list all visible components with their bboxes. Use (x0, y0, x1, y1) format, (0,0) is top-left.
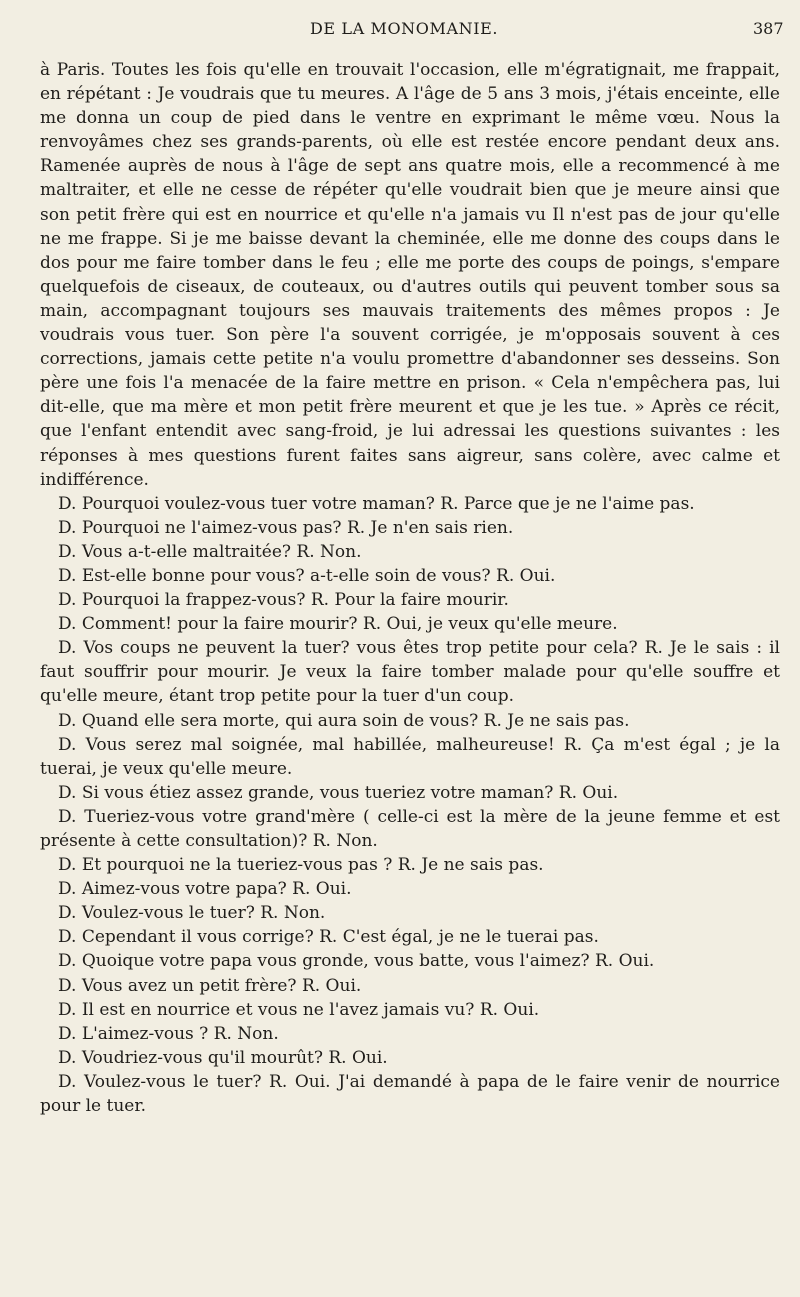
dialogue-line: D. Pourquoi la frappez-vous? R. Pour la faire mourir. (58, 590, 509, 611)
dialogue-line: D. Vos coups ne peuvent la tuer? vous êtes trop petite pour cela? R. Je le sais : il faut souffrir pour mourir. Je veux la faire tomber malade pour qu'elle souffre et qu'elle meure, étant trop petite pour la tuer d'un coup. (40, 638, 780, 707)
dialogue-line: D. Vous avez un petit frère? R. Oui. (58, 975, 362, 996)
dialogue-line: D. Tueriez-vous votre grand'mère ( celle-ci est la mère de la jeune femme et est présente à cette consultation)? R. Non. (40, 806, 780, 851)
dialogue-line: D. Cependant il vous corrige? R. C'est égal, je ne le tuerai pas. (58, 927, 599, 948)
dialogue-line: D. Il est en nourrice et vous ne l'avez jamais vu? R. Oui. (58, 999, 540, 1020)
page-body (40, 58, 780, 1118)
dialogue-line: D. Pourquoi ne l'aimez-vous pas? R. Je n'en sais rien. (58, 517, 514, 538)
running-title: DE LA MONOMANIE. (310, 19, 499, 38)
dialogue-line: D. Comment! pour la faire mourir? R. Oui, je veux qu'elle meure. (58, 614, 618, 635)
dialogue-line: D. Est-elle bonne pour vous? a-t-elle soin de vous? R. Oui. (58, 565, 556, 586)
dialogue-line: D. Vous a-t-elle maltraitée? R. Non. (58, 541, 362, 562)
dialogue-line: D. Pourquoi voulez-vous tuer votre maman? R. Parce que je ne l'aime pas. (58, 493, 695, 514)
dialogue-line: D. Aimez-vous votre papa? R. Oui. (58, 879, 352, 900)
dialogue-line: D. Et pourquoi ne la tueriez-vous pas ? R. Je ne sais pas. (58, 855, 544, 876)
dialogue-line: D. Quand elle sera morte, qui aura soin de vous? R. Je ne sais pas. (58, 710, 630, 731)
dialogue-line: D. Voudriez-vous qu'il mourût? R. Oui. (58, 1047, 388, 1068)
dialogue-line: D. Vous serez mal soignée, mal habillée, malheureuse! R. Ça m'est égal ; je la tuerai, je veux qu'elle meure. (40, 734, 780, 779)
dialogue-line: D. L'aimez-vous ? R. Non. (58, 1023, 279, 1044)
page-number: 387 (753, 19, 784, 38)
dialogue-line: D. Quoique votre papa vous gronde, vous batte, vous l'aimez? R. Oui. (58, 951, 655, 972)
page-header (0, 15, 800, 45)
dialogue-line: D. Voulez-vous le tuer? R. Non. (58, 903, 326, 924)
dialogue-line: D. Si vous étiez assez grande, vous tueriez votre maman? R. Oui. (58, 782, 619, 803)
intro-paragraph: à Paris. Toutes les fois qu'elle en trouvait l'occasion, elle m'égratignait, me frappait, en répétant : Je voudrais que tu meures. A l'âge de 5 ans 3 mois, j'étais enceinte, elle me donna un coup de pied dans le ventre en exprimant le même vœu. Nous la renvoyâmes chez ses grands-parents, où elle est restée encore pendant deux ans. Ramenée auprès de nous à l'âge de sept ans quatre mois, elle a recommencé à me maltraiter, et elle ne cesse de répéter qu'elle voudrait bien que je meure ainsi que son petit frère qui est en nourrice et qu'elle n'a jamais vu Il n'est pas de jour qu'elle ne me frappe. Si je me baisse devant la cheminée, elle me donne des coups dans le dos pour me faire tomber dans le feu ; elle me porte des coups de poings, s'empare quelquefois de ciseaux, de couteaux, ou d'autres outils qui peuvent tomber sous sa main, accompagnant toujours ses mauvais traitements des mêmes propos : Je voudrais vous tuer. Son père l'a souvent corrigée, je m'opposais souvent à ces corrections, jamais cette petite n'a voulu promettre d'abandonner ses desseins. Son père une fois l'a menacée de la faire mettre en prison. « Cela n'empêchera pas, lui dit-elle, que ma mère et mon petit frère meurent et que je les tue. » Après ce récit, que l'enfant entendit avec sang-froid, je lui adressai les questions suivantes : les réponses à mes questions furent faites sans aigreur, sans colère, avec calme et indifférence. (40, 60, 780, 490)
dialogue-line: D. Voulez-vous le tuer? R. Oui. J'ai demandé à papa de le faire venir de nourrice pour le tuer. (40, 1071, 780, 1117)
